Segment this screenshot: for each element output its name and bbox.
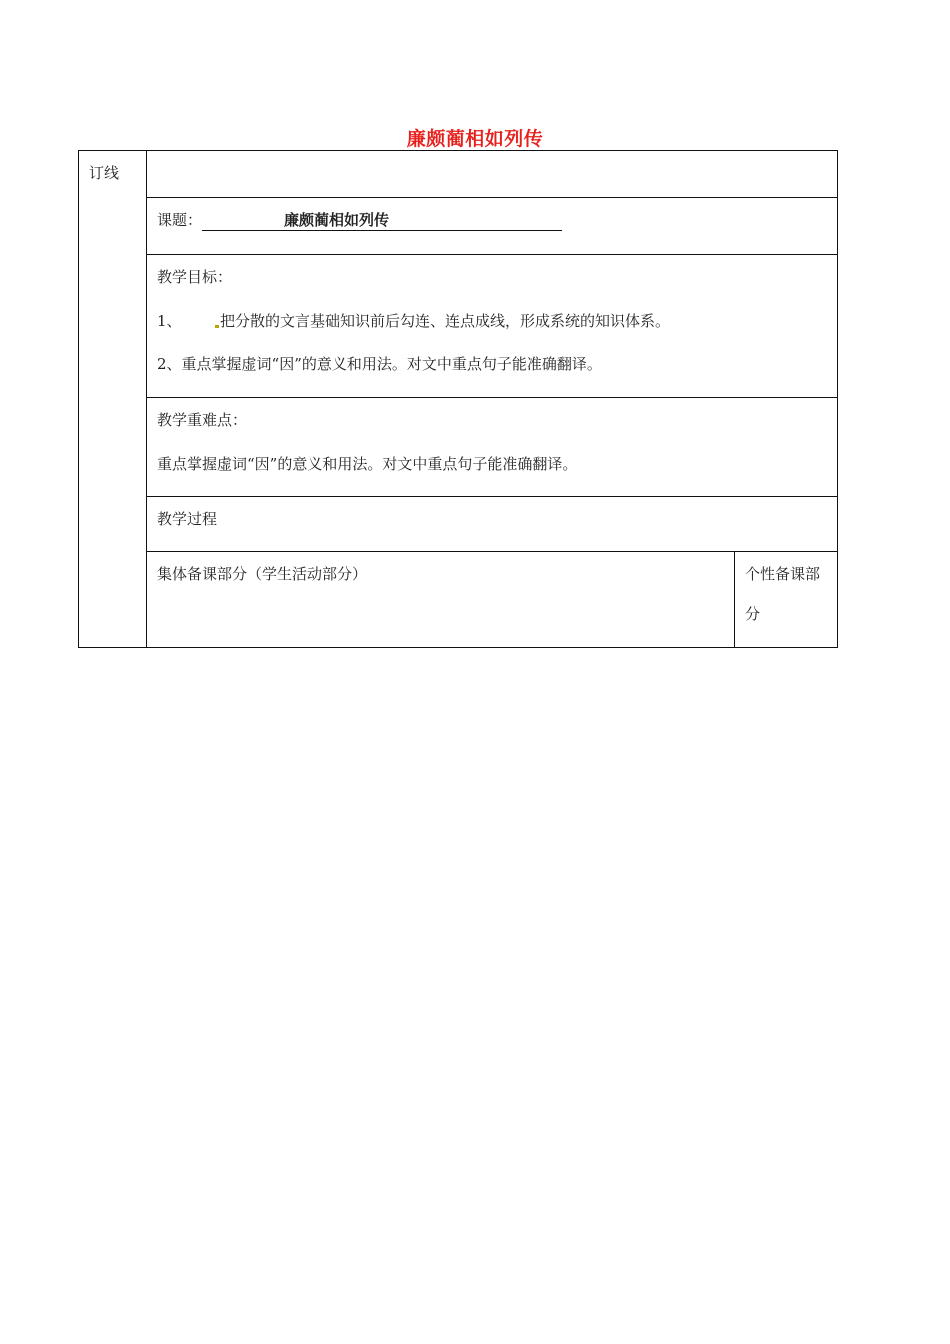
topic-underline [202,210,562,231]
empty-header-cell [147,151,838,198]
yellow-mark-icon [215,325,219,328]
goal-item-1 [157,311,837,331]
collective-heading: 集体备课部分（学生活动部分） [157,565,368,583]
personal-cell [735,552,838,648]
goal-item-1-number: 1、 [157,312,182,330]
collective-cell [147,552,735,648]
document-title: 廉颇蔺相如列传 [406,128,544,150]
personal-heading-line1: 个性备课部 [745,565,821,583]
key-points-heading: 教学重难点： [157,411,248,429]
binding-margin-cell [79,151,147,648]
table-row-goals [79,255,838,398]
topic-label: 课题： [157,211,203,229]
goal-item-2: 2、重点掌握虚词“因”的意义和用法。对文中重点句子能准确翻译。 [157,355,602,373]
table-row-header [79,151,838,198]
topic-value: 廉颇蔺相如列传 [284,211,390,229]
lesson-plan-table [78,150,838,648]
key-points-text: 重点掌握虚词“因”的意义和用法。对文中重点句子能准确翻译。 [157,455,578,473]
goal-item-1-text: 把分散的文言基础知识前后勾连、连点成线，形成系统的知识体系。 [220,312,671,330]
personal-heading-line2: 分 [745,605,761,623]
topic-cell [147,198,838,255]
process-heading: 教学过程 [157,510,218,528]
key-points-cell [147,398,838,497]
table-row-columns [79,552,838,648]
process-cell [147,497,838,552]
table-row-key-points [79,398,838,497]
binding-label: 订线 [89,164,120,182]
table-row-topic [79,198,838,255]
table-row-process [79,497,838,552]
goals-cell [147,255,838,398]
goals-heading: 教学目标： [157,268,233,286]
